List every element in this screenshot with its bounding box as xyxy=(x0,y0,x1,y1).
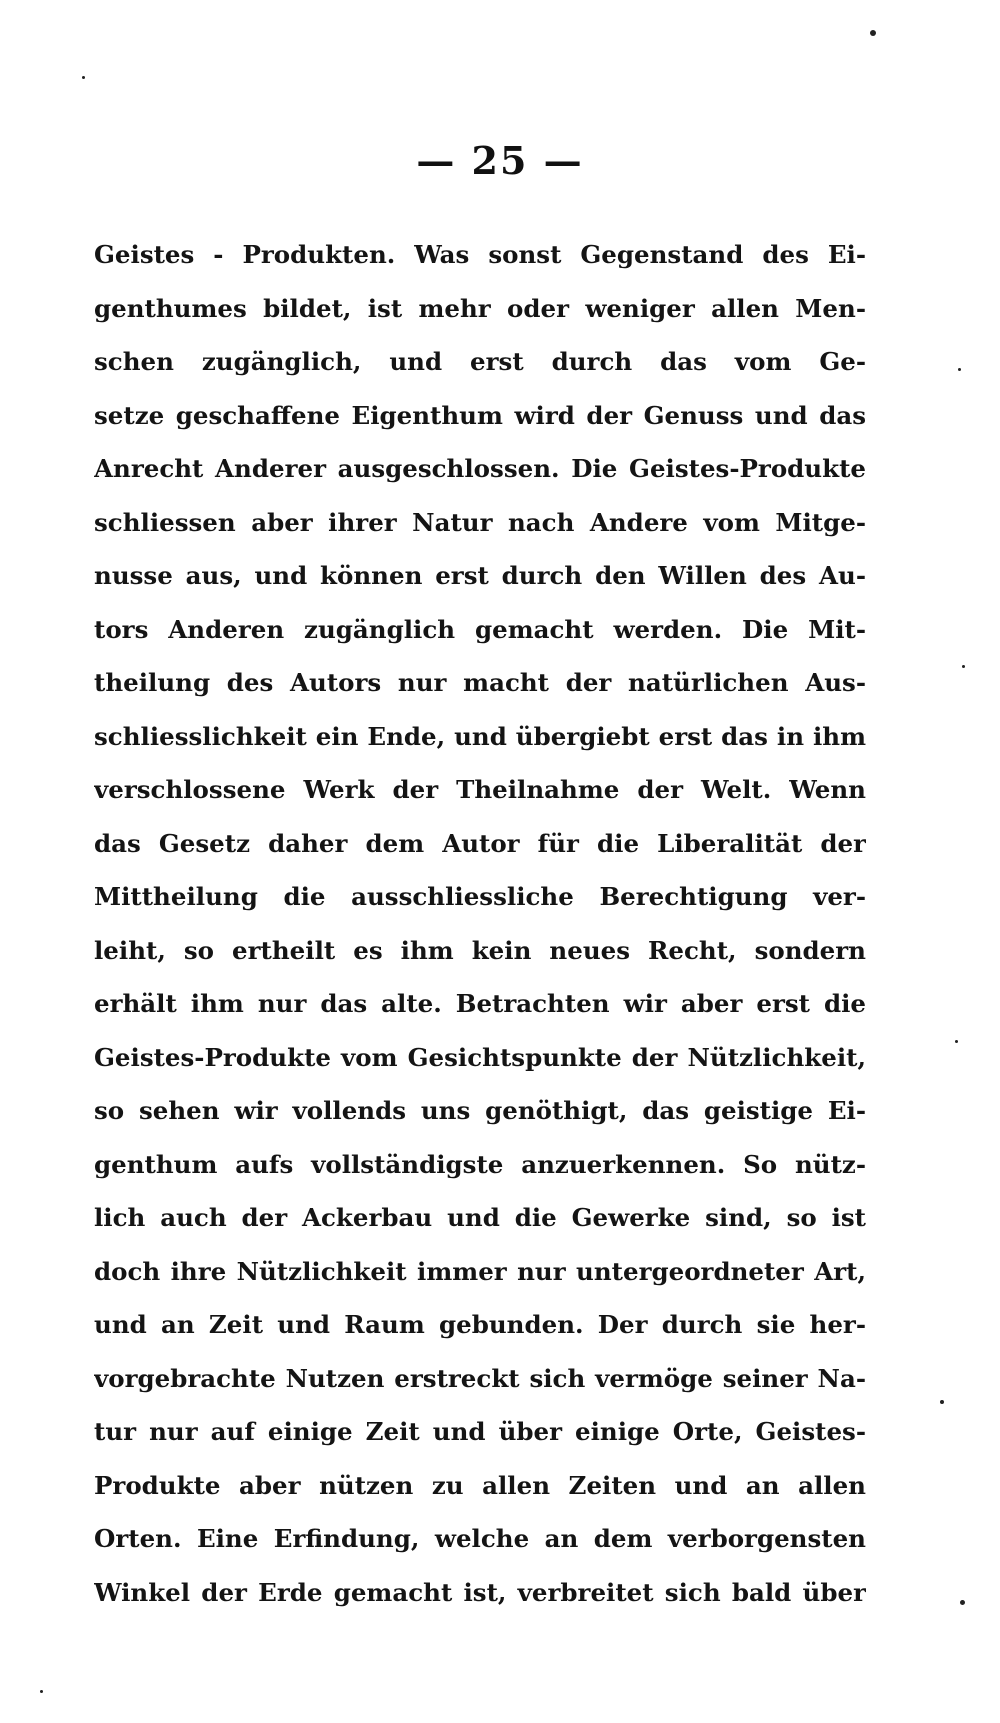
text-line-20: doch ihre Nützlichkeit immer nur untergeordneter Art, xyxy=(94,1256,866,1286)
text-line-19: lich auch der Ackerbau und die Gewerke sind, so ist xyxy=(94,1203,866,1232)
text-line-24: Produkte aber nützen zu allen Zeiten und an allen xyxy=(94,1470,866,1500)
text-line-17: so sehen wir vollends uns genöthigt, das geistige Ei- xyxy=(94,1096,866,1125)
text-line-25: Orten. Eine Erfindung, welche an dem verborgensten xyxy=(94,1524,866,1553)
scan-speck xyxy=(40,1690,43,1693)
text-line-12: das Gesetz daher dem Autor für die Liberalität der xyxy=(94,828,866,858)
scan-speck xyxy=(960,1600,965,1605)
text-line-14: leiht, so ertheilt es ihm kein neues Recht, sondern xyxy=(94,935,866,965)
scan-speck xyxy=(962,665,965,668)
text-line-3: schen zugänglich, und erst durch das vom Ge- xyxy=(94,347,866,376)
text-line-9: theilung des Autors nur macht der natürlichen Aus- xyxy=(94,668,866,697)
text-line-22: vorgebrachte Nutzen erstreckt sich vermöge seiner Na- xyxy=(94,1363,866,1393)
text-line-16: Geistes-Produkte vom Gesichtspunkte der Nützlichkeit, xyxy=(94,1042,866,1072)
text-line-1: Geistes - Produkten. Was sonst Gegenstand des Ei- xyxy=(94,240,866,269)
text-line-10: schliesslichkeit ein Ende, und übergiebt erst das in ihm xyxy=(94,721,866,751)
text-line-4: setze geschaffene Eigenthum wird der Genuss und das xyxy=(94,400,866,430)
scan-speck xyxy=(870,30,876,36)
text-line-5: Anrecht Anderer ausgeschlossen. Die Geistes-Produkte xyxy=(94,454,866,483)
text-line-18: genthum aufs vollständigste anzuerkennen. So nütz- xyxy=(94,1149,866,1179)
scan-speck xyxy=(940,1400,944,1404)
scan-speck xyxy=(955,1040,958,1043)
text-line-21: und an Zeit und Raum gebunden. Der durch sie her- xyxy=(94,1310,866,1339)
text-line-23: tur nur auf einige Zeit und über einige Orte, Geistes- xyxy=(94,1417,866,1446)
text-line-8: tors Anderen zugänglich gemacht werden. Die Mit- xyxy=(94,614,866,644)
text-line-15: erhält ihm nur das alte. Betrachten wir aber erst die xyxy=(94,989,866,1018)
text-line-2: genthumes bildet, ist mehr oder weniger allen Men- xyxy=(94,293,866,323)
text-line-11: verschlossene Werk der Theilnahme der Welt. Wenn xyxy=(94,775,866,804)
text-line-26: Winkel der Erde gemacht ist, verbreitet sich bald über xyxy=(94,1577,866,1607)
scan-speck xyxy=(958,368,961,371)
text-line-7: nusse aus, und können erst durch den Willen des Au- xyxy=(94,561,866,590)
body-text xyxy=(94,228,866,1619)
scan-speck xyxy=(82,76,85,79)
text-line-6: schliessen aber ihrer Natur nach Andere vom Mitge- xyxy=(94,507,866,537)
text-line-13: Mittheilung die ausschliessliche Berechtigung ver- xyxy=(94,882,866,911)
page-number: — 25 — xyxy=(416,138,584,183)
